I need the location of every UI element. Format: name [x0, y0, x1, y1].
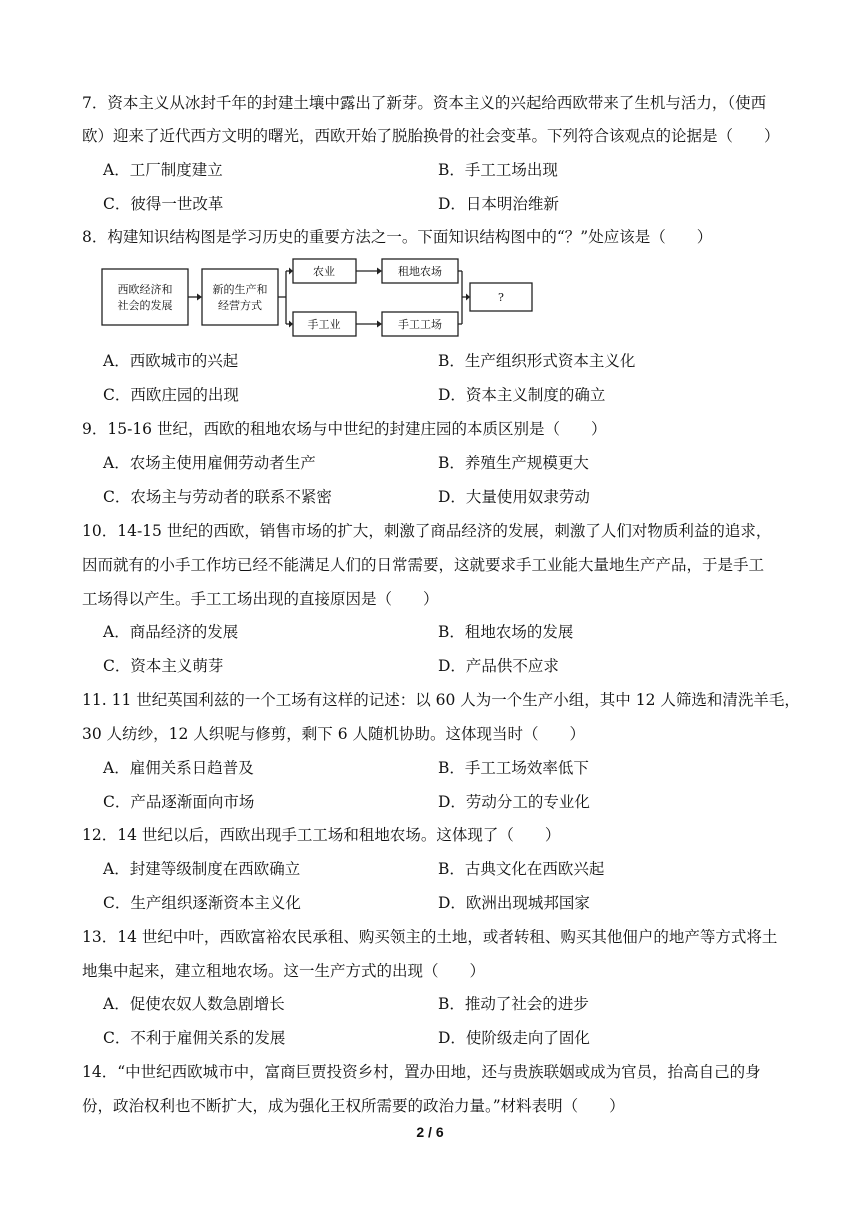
q8-option-b[interactable]: B．生产组织形式资本主义化	[438, 352, 636, 370]
q10-option-a[interactable]: A．商品经济的发展	[103, 623, 239, 641]
q12-option-b[interactable]: B．古典文化在西欧兴起	[438, 860, 605, 878]
q13-option-a[interactable]: A．促使农奴人数急剧增长	[103, 995, 285, 1013]
diagram-text-box1-line2: 社会的发展	[117, 299, 173, 312]
knowledge-structure-diagram	[96, 256, 540, 342]
q7-option-d[interactable]: D．日本明治维新	[438, 195, 559, 213]
q10-option-c[interactable]: C．资本主义萌芽	[103, 657, 224, 675]
diagram-text-rent-farm: 租地农场	[398, 265, 442, 278]
q12-option-c[interactable]: C．生产组织逐渐资本主义化	[103, 894, 301, 912]
diagram-text-workshop: 手工工场	[398, 318, 442, 331]
q9-option-a[interactable]: A．农场主使用雇佣劳动者生产	[103, 454, 316, 472]
diagram-text-box1-line1: 西欧经济和	[117, 283, 173, 296]
q8-option-d[interactable]: D．资本主义制度的确立	[438, 386, 606, 404]
q11-stem-line1: 11. 11 世纪英国利兹的一个工场有这样的记述：以 60 人为一个生产小组，其中 12 人筛选和清洗羊毛，	[82, 691, 800, 709]
q9-option-d[interactable]: D．大量使用奴隶劳动	[438, 488, 590, 506]
q11-option-a[interactable]: A．雇佣关系日趋普及	[103, 759, 254, 777]
q10-option-b[interactable]: B．租地农场的发展	[438, 623, 574, 641]
q7-option-a[interactable]: A．工厂制度建立	[103, 161, 223, 179]
page-number: 2 / 6	[416, 1124, 444, 1140]
q13-stem-line2: 地集中起来，建立租地农场。这一生产方式的出现（ ）	[82, 962, 486, 980]
q11-stem-line2: 30 人纺纱，12 人织呢与修剪，剩下 6 人随机协助。这体现当时（ ）	[82, 725, 586, 743]
q8-option-a[interactable]: A．西欧城市的兴起	[103, 352, 239, 370]
diagram-box-production	[202, 269, 278, 325]
q9-stem-line1: 9．15-16 世纪，西欧的租地农场与中世纪的封建庄园的本质区别是（ ）	[82, 420, 607, 438]
q7-stem-line1: 7．资本主义从冰封千年的封建土壤中露出了新芽。资本主义的兴起给西欧带来了生机与活力，（使西	[82, 94, 767, 112]
q13-option-b[interactable]: B．推动了社会的进步	[438, 995, 589, 1013]
q9-option-b[interactable]: B．养殖生产规模更大	[438, 454, 589, 472]
q7-option-c[interactable]: C．彼得一世改革	[103, 195, 224, 213]
diagram-text-agriculture: 农业	[313, 265, 335, 278]
q11-option-d[interactable]: D．劳动分工的专业化	[438, 793, 590, 811]
q10-stem-line3: 工场得以产生。手工工场出现的直接原因是（ ）	[82, 590, 439, 608]
q12-option-d[interactable]: D．欧洲出现城邦国家	[438, 894, 590, 912]
q8-stem-line1: 8．构建知识结构图是学习历史的重要方法之一。下面知识结构图中的“？”处应该是（ ）	[82, 228, 713, 246]
q11-option-c[interactable]: C．产品逐渐面向市场	[103, 793, 255, 811]
diagram-text-box2-line2: 经营方式	[218, 299, 262, 312]
q7-option-b[interactable]: B．手工工场出现	[438, 161, 558, 179]
q8-option-c[interactable]: C．西欧庄园的出现	[103, 386, 239, 404]
diagram-text-unknown: ?	[498, 291, 504, 304]
q14-stem-line1: 14．“中世纪西欧城市中，富商巨贾投资乡村，置办田地，还与贵族联姻或成为官员，抬高自己的身	[82, 1063, 761, 1081]
q10-stem-line1: 10．14-15 世纪的西欧，销售市场的扩大，刺激了商品经济的发展，刺激了人们对物质利益的追求，	[82, 522, 772, 540]
q10-option-d[interactable]: D．产品供不应求	[438, 657, 559, 675]
q13-stem-line1: 13．14 世纪中叶，西欧富裕农民承租、购买领主的土地，或者转租、购买其他佃户的地产等方式将土	[82, 928, 778, 946]
q14-stem-line2: 份，政治权利也不断扩大，成为强化王权所需要的政治力量。”材料表明（ ）	[82, 1097, 625, 1115]
q13-option-d[interactable]: D．使阶级走向了固化	[438, 1029, 590, 1047]
q11-option-b[interactable]: B．手工工场效率低下	[438, 759, 589, 777]
q12-option-a[interactable]: A．封建等级制度在西欧确立	[103, 860, 301, 878]
q10-stem-line2: 因而就有的小手工作坊已经不能满足人们的日常需要，这就要求手工业能大量地生产产品，于是手工	[82, 556, 765, 574]
diagram-text-craft: 手工业	[307, 318, 341, 331]
diagram-text-box2-line1: 新的生产和	[212, 283, 268, 296]
q13-option-c[interactable]: C．不利于雇佣关系的发展	[103, 1029, 286, 1047]
q7-stem-line2: 欧）迎来了近代西方文明的曙光，西欧开始了脱胎换骨的社会变革。下列符合该观点的论据是（ ）	[82, 127, 780, 145]
diagram-box-economy	[102, 269, 188, 325]
q12-stem-line1: 12．14 世纪以后，西欧出现手工工场和租地农场。这体现了（ ）	[82, 826, 561, 844]
q9-option-c[interactable]: C．农场主与劳动者的联系不紧密	[103, 488, 332, 506]
